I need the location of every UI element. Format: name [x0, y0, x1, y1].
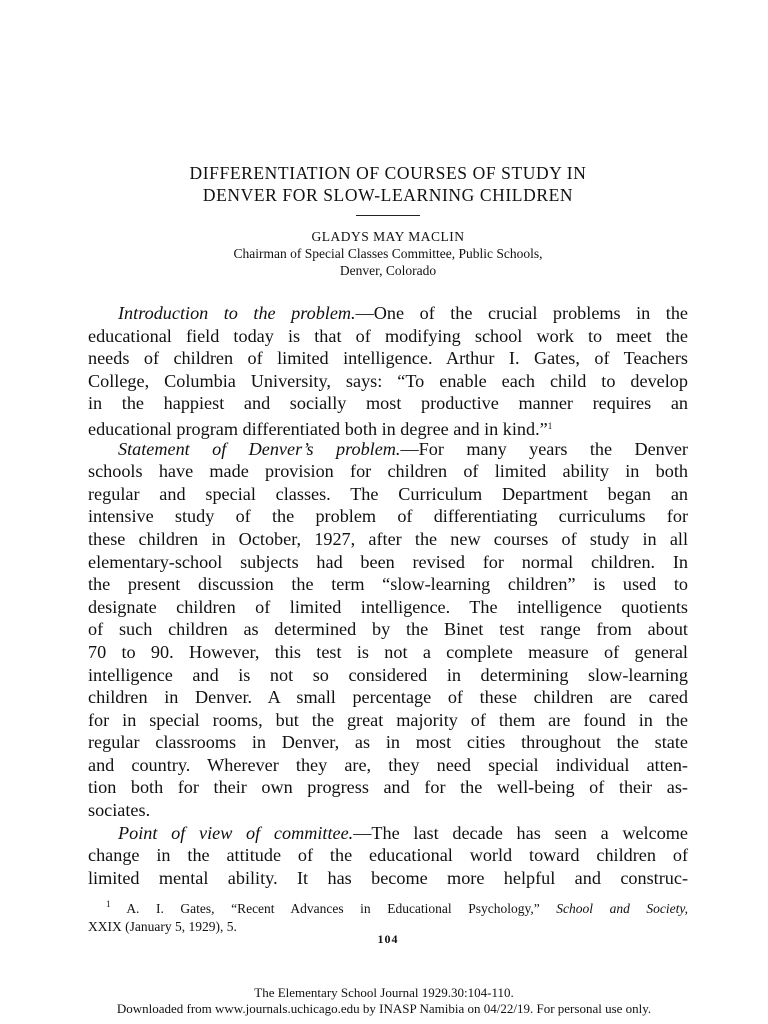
body-line: of such children as determined by the Binet test range from about	[88, 619, 688, 640]
footnote-line	[88, 895, 688, 918]
body-line: intensive study of the problem of differentiating curriculums for	[88, 506, 688, 527]
article-title	[88, 162, 688, 206]
body-line: the present discussion the term “slow-learning children” is used to	[88, 574, 688, 595]
article-body	[88, 302, 688, 889]
section-heading-point-of-view: Point of view of committee.	[118, 822, 354, 843]
body-line: 70 to 90. However, this test is not a complete measure of general	[88, 641, 688, 662]
body-line: regular and special classes. The Curriculum Department began an	[88, 483, 688, 504]
author-name: GLADYS MAY MACLIN	[311, 229, 465, 244]
title-line: DENVER FOR SLOW-LEARNING CHILDREN	[202, 185, 574, 205]
body-line: for in special rooms, but the great majority of them are found in the	[88, 709, 688, 730]
body-line: designate children of limited intelligence. The intelligence quotients	[88, 596, 688, 617]
body-line: schools have made provision for children of limited ability in both	[88, 461, 688, 482]
footnote-journal-title: School and Society,	[556, 901, 688, 916]
footnote	[88, 895, 688, 936]
body-line	[88, 302, 688, 325]
body-line: these children in October, 1927, after the new courses of study in all	[88, 528, 688, 549]
body-text: —One of the crucial problems in the	[355, 303, 688, 323]
body-line: sociates.	[88, 800, 151, 821]
body-text: educational program differentiated both in degree and in kind.”	[88, 418, 548, 439]
body-line: tion both for their own progress and for the well-being of their as-	[88, 777, 688, 798]
body-line	[88, 822, 688, 845]
body-line: in the happiest and socially most productive manner requires an	[88, 393, 688, 414]
body-text: —The last decade has seen a welcome	[353, 822, 689, 843]
download-notice: Downloaded from www.journals.uchicago.edu by INASP Namibia on 04/22/19. For personal use only.	[116, 1001, 652, 1016]
body-line: change in the attitude of the educational world toward children of	[88, 845, 688, 866]
body-line: intelligence and is not so considered in determining slow-learning	[88, 664, 688, 685]
section-heading-introduction: Introduction to the problem.	[118, 303, 356, 323]
section-heading-statement: Statement of Denver’s problem.	[118, 438, 401, 459]
page-number: 104	[377, 932, 399, 946]
footnote-reference: 1	[547, 420, 553, 431]
body-line: College, Columbia University, says: “To enable each child to develop	[88, 370, 688, 391]
body-line: needs of children of limited intelligence. Arthur I. Gates, of Teachers	[88, 348, 688, 369]
body-line: elementary-school subjects had been revised for normal children. In	[88, 551, 688, 572]
body-line	[88, 415, 688, 438]
affiliation-line: Chairman of Special Classes Committee, Public Schools,	[233, 246, 543, 261]
footnote-mark: 1	[106, 899, 111, 909]
footnote-text: A. I. Gates, “Recent Advances in Educational Psychology,”	[126, 901, 540, 916]
body-text: —For many years the Denver	[400, 438, 688, 459]
author-affiliation	[88, 245, 688, 279]
affiliation-line: Denver, Colorado	[339, 263, 437, 278]
footnote-line: XXIX (January 5, 1929), 5.	[88, 919, 237, 934]
journal-citation: The Elementary School Journal 1929.30:104-110.	[254, 985, 514, 1000]
body-line: limited mental ability. It has become more helpful and construc-	[88, 867, 688, 888]
body-line	[88, 438, 688, 461]
title-line: DIFFERENTIATION OF COURSES OF STUDY IN	[189, 163, 587, 183]
body-line: educational field today is that of modifying school work to meet the	[88, 325, 688, 346]
body-line: children in Denver. A small percentage of these children are cared	[88, 687, 688, 708]
body-line: and country. Wherever they are, they need special individual atten-	[88, 754, 688, 775]
body-line: regular classrooms in Denver, as in most cities throughout the state	[88, 732, 688, 753]
title-divider	[356, 215, 420, 216]
